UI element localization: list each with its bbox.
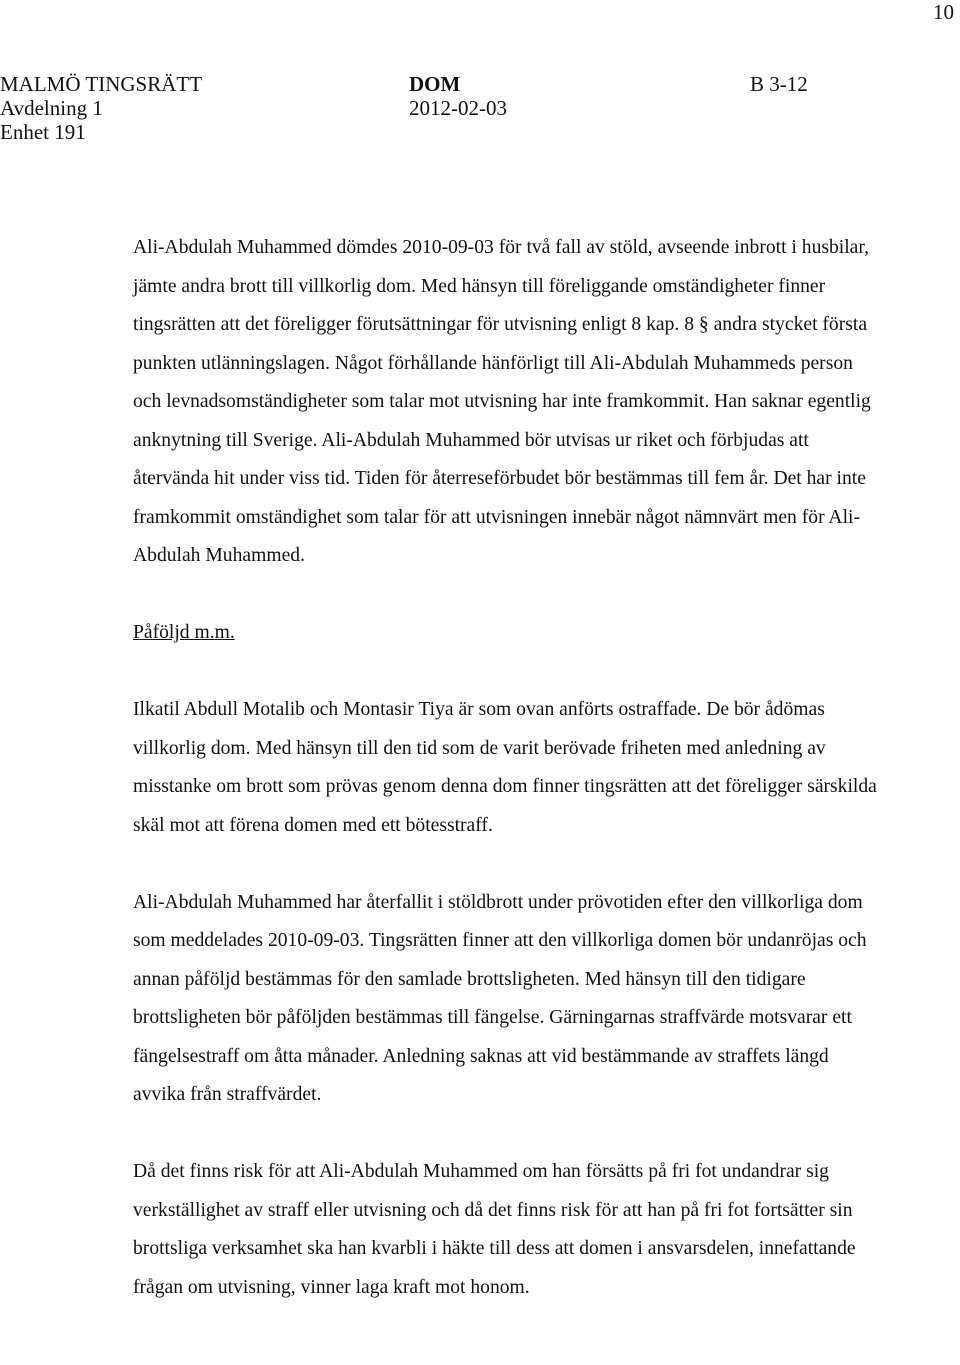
paragraph-expulsion: Ali-Abdulah Muhammed dömdes 2010-09-03 för två fall av stöld, avseende inbrott i husbilar, jämte andra brott till villkorlig dom. Med hänsyn till föreliggande omständigheter finner tingsrätten att det föreligger förutsättningar för utvisning enligt 8 kap. 8 § andra stycket första punkten utlänningslagen. Något förhållande hänförligt till Ali-Abdulah Muhammeds person och levnadsomständigheter som talar mot utvisning har inte framkommit. Han saknar egentlig anknytning till Sverige. Ali-Abdulah Muhammed bör utvisas ur riket och förbjudas att återvända hit under viss tid. Tiden för återreseförbudet bör bestämmas till fem år. Det har inte framkommit omständighet som talar för att utvisningen innebär något nämnvärt men för Ali-Abdulah Muhammed. (133, 237, 871, 566)
paragraph-prison-sentence: Ali-Abdulah Muhammed har återfallit i stöldbrott under prövotiden efter den villkorliga dom som meddelades 2010-09-03. Tingsrätten finner att den villkorliga domen bör undanröjas och annan påföljd bestämmas för den samlade brottsligheten. Med hänsyn till den tidigare brottsligheten bör påföljden bestämmas till fängelse. Gärningarnas straffvärde motsvarar ett fängelsestraff om åtta månader. Anledning saknas att vid bestämmande av straffets längd avvika från straffvärdet. (133, 891, 867, 1105)
paragraph-spacer (133, 845, 885, 884)
case-number: B 3-12 (750, 72, 808, 96)
court-unit: Enhet 191 (0, 120, 86, 144)
paragraph-spacer (133, 1115, 885, 1154)
document-header (0, 72, 960, 142)
page-number: 10 (933, 0, 954, 24)
court-info (0, 72, 202, 144)
judgment-body (133, 229, 885, 1307)
paragraph-detention: Då det finns risk för att Ali-Abdulah Muhammed om han försätts på fri fot undandrar sig verkställighet av straff eller utvisning och då det finns risk för att han på fri fot fortsätter sin brottsliga verksamhet ska han kvarbli i häkte till dess att domen i ansvarsdelen, innefattande frågan om utvisning, vinner laga kraft mot honom. (133, 1161, 856, 1298)
document-type: DOM (409, 72, 461, 96)
section-heading: Påföljd m.m. (133, 622, 235, 643)
document-date: 2012-02-03 (409, 96, 507, 120)
document-info (409, 72, 507, 120)
court-name: MALMÖ TINGSRÄTT (0, 72, 203, 96)
paragraph-conditional-sentence: Ilkatil Abdull Motalib och Montasir Tiya är som ovan anförts ostraffade. De bör ådömas villkorlig dom. Med hänsyn till den tid som de varit berövade friheten med anledning av misstanke om brott som prövas genom denna dom finner tingsrätten att det föreligger särskilda skäl mot att förena domen med ett bötesstraff. (133, 699, 877, 836)
paragraph-spacer (133, 653, 885, 692)
court-division: Avdelning 1 (0, 96, 103, 120)
paragraph-spacer (133, 576, 885, 615)
